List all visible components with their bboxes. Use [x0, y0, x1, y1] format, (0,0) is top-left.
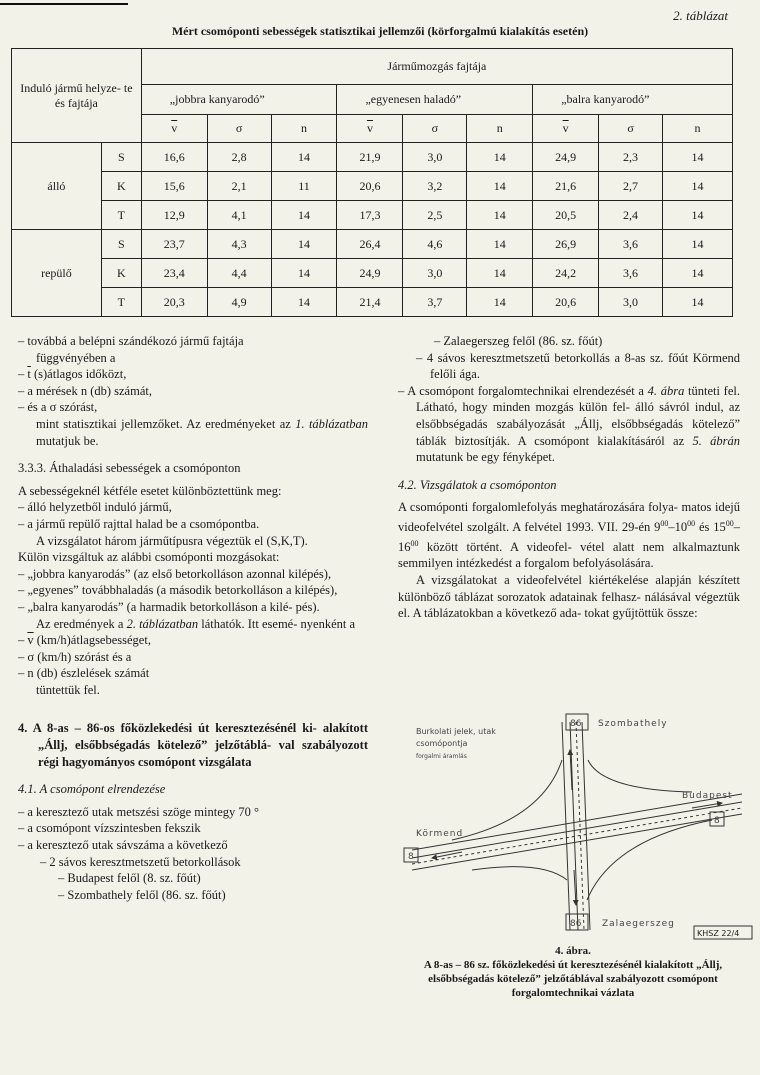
subcol-v: $\overline{v}$	[533, 115, 599, 143]
group-jobbra: „jobbra kanyarodó”	[141, 85, 337, 115]
text-line: A vizsgálatot három járműtípusra végeztük el (S,K,T).	[36, 533, 308, 548]
table-cell: 14	[271, 230, 337, 259]
table-cell: 24,9	[337, 259, 403, 288]
table-cell: 20,6	[337, 172, 403, 201]
vehicle-type: S	[101, 230, 141, 259]
table-number: 2. táblázat	[673, 8, 728, 23]
table-cell: 14	[663, 259, 733, 288]
text-line: – a keresztező utak metszési szöge mintegy 70 °	[18, 804, 260, 819]
text-line: – a keresztező utak sávszáma a következő	[18, 838, 228, 853]
text-line: Külön vizsgáltuk az alábbi csomóponti mozgásokat:	[18, 550, 280, 565]
table-cell: 20,6	[533, 288, 599, 317]
road-number-86-bottom: 86	[570, 919, 582, 929]
table-cell: 3,2	[403, 172, 467, 201]
table-cell: 14	[467, 201, 533, 230]
text-line: – $\overline{t}$ (s)átlagos időközt,	[18, 367, 127, 382]
table-cell: 17,3	[337, 201, 403, 230]
right-column	[398, 333, 740, 622]
table-cell: 21,9	[337, 143, 403, 172]
table-cell: 4,9	[207, 288, 271, 317]
table-row	[12, 230, 733, 259]
subcol-sigma: σ	[403, 115, 467, 143]
table-cell: 4,1	[207, 201, 271, 230]
table-cell: 3,0	[403, 143, 467, 172]
table-cell: 14	[271, 143, 337, 172]
table-cell: 14	[663, 230, 733, 259]
table-cell: 26,4	[337, 230, 403, 259]
text-line: – álló helyzetből induló jármű,	[18, 500, 172, 515]
table-cell: 26,9	[533, 230, 599, 259]
vehicle-type: K	[101, 259, 141, 288]
table-cell: 15,6	[141, 172, 207, 201]
top-rule	[0, 3, 128, 5]
table-row	[12, 143, 733, 172]
text-line: – Budapest felől (8. sz. főút)	[58, 871, 201, 886]
text-line: – n (db) észlelések számát	[18, 666, 150, 681]
label-zalaegerszeg: Zalaegerszeg	[602, 919, 675, 929]
section-heading-4: 4. A 8-as – 86-os főközlekedési út keresztezésénél ki- alakított „Állj, elsőbbségadás kötelező” jelzőtáblá- val szabályozott régi hagyományos csomópont vizsgálata	[18, 721, 368, 769]
table-cell: 2,8	[207, 143, 271, 172]
table-cell: 16,6	[141, 143, 207, 172]
table-cell: 21,4	[337, 288, 403, 317]
table-cell: 11	[271, 172, 337, 201]
text-line: – „balra kanyarodás” (a harmadik betorkolláson a kilé- pés).	[18, 599, 320, 614]
text-line: – Zalaegerszeg felől (86. sz. főút)	[434, 334, 603, 348]
table-cell: 14	[467, 172, 533, 201]
table-title: Mért csomóponti sebességek statisztikai jellemzői (körforgalmú kialakítás esetén)	[171, 24, 589, 38]
table-cell: 14	[467, 288, 533, 317]
table-cell: 2,5	[403, 201, 467, 230]
table-cell: 21,6	[533, 172, 599, 201]
table-cell: 23,7	[141, 230, 207, 259]
table-cell: 12,9	[141, 201, 207, 230]
section-label: repülő	[12, 230, 102, 317]
table-cell: 2,4	[599, 201, 663, 230]
section-heading-41: 4.1. A csomópont elrendezése	[18, 782, 166, 797]
text-line: függvényében a	[36, 350, 116, 365]
road-number-86-top: 86	[570, 719, 582, 729]
table-cell: 14	[467, 259, 533, 288]
subcol-v: $\overline{v}$	[337, 115, 403, 143]
legend-line-2: csomópontja	[416, 739, 468, 748]
figure-stamp: KHSZ 22/4	[697, 929, 740, 938]
group-egyenesen: „egyenesen haladó”	[337, 85, 533, 115]
subcol-sigma: σ	[207, 115, 271, 143]
text-line: – a mérések n (db) számát,	[18, 383, 152, 398]
table-row	[12, 172, 733, 201]
text-line: – $\overline{v}$ (km/h)átlagsebességet,	[18, 633, 151, 648]
section-heading-42: 4.2. Vizsgálatok a csomóponton	[398, 477, 557, 492]
text-line: A sebességeknél kétféle esetet különböztettünk meg:	[18, 483, 282, 498]
table-cell: 14	[271, 288, 337, 317]
table-row	[12, 259, 733, 288]
table-cell: 3,6	[599, 259, 663, 288]
text-line: – továbbá a belépni szándékozó jármű fajtája	[18, 334, 244, 348]
figure-caption-text: A 8-as – 86 sz. főközlekedési út keresztezésénél kialakított „Állj, elsőbbségadás kötelező” jelzőtáblával szabályozott csomópont forgalomtechnikai vázlata	[423, 959, 723, 999]
table-cell: 4,4	[207, 259, 271, 288]
label-szombathely: Szombathely	[598, 719, 668, 729]
subcol-sigma: σ	[599, 115, 663, 143]
vehicle-type: S	[101, 143, 141, 172]
section-heading-333: 3.3.3. Áthaladási sebességek a csomóponton	[18, 461, 241, 476]
subcol-n: n	[467, 115, 533, 143]
label-kormend: Körmend	[416, 829, 464, 839]
table-cell: 24,9	[533, 143, 599, 172]
text-line: tüntettük fel.	[36, 682, 100, 697]
table-cell: 14	[271, 259, 337, 288]
row-header: Induló jármű helyze- te és fajtája	[12, 49, 142, 143]
label-budapest: Budapest	[682, 791, 733, 801]
legend-line-1: Burkolati jelek, utak	[416, 727, 496, 736]
table-cell: 3,7	[403, 288, 467, 317]
legend-line-3: forgalmi áramlás	[416, 753, 467, 760]
table-cell: 2,3	[599, 143, 663, 172]
text-line: – „jobbra kanyarodás” (az első betorkolláson azonnal kilépés),	[18, 566, 332, 581]
text-line: – 2 sávos keresztmetszetű betorkollások	[40, 854, 241, 869]
text-line: A vizsgálatokat a videofelvétel kiértékelése alapján készített különböző táblázat sorozatok adatainak felhasz- nálásával végeztük el. A táblázatokban a következő ada- tokat gyűjtöttük össze:	[398, 573, 740, 621]
subcol-v: $\overline{v}$	[141, 115, 207, 143]
table-cell: 20,5	[533, 201, 599, 230]
table-cell: 20,3	[141, 288, 207, 317]
road-number-8-right: 8	[714, 816, 720, 826]
table-cell: 14	[663, 201, 733, 230]
intersection-diagram	[392, 700, 754, 940]
table-cell: 24,2	[533, 259, 599, 288]
subcol-n: n	[663, 115, 733, 143]
text-line: Az eredmények a 2. táblázatban láthatók. Itt esemé- nyenként a	[36, 616, 356, 631]
text-line: – 4 sávos keresztmetszetű betorkollás a 8-as sz. főút Körmend felőli ága.	[416, 350, 740, 382]
table-cell: 14	[271, 201, 337, 230]
group-balra: „balra kanyarodó”	[533, 85, 733, 115]
statistics-table	[11, 48, 733, 317]
table-row	[12, 288, 733, 317]
figure-caption	[398, 944, 748, 1000]
table-cell: 2,1	[207, 172, 271, 201]
figure-number: 4. ábra.	[555, 945, 591, 957]
text-line: – σ (km/h) szórást és a	[18, 649, 132, 664]
text-line: – a csomópont vízszintesben fekszik	[18, 821, 201, 836]
group-header: Járműmozgás fajtája	[141, 49, 732, 85]
text-line: mint statisztikai jellemzőket. Az eredményeket az 1. táblázatban mutatjuk be.	[36, 416, 368, 448]
table-cell: 3,6	[599, 230, 663, 259]
text-line: – Szombathely felől (86. sz. főút)	[58, 887, 226, 902]
text-line: – és a σ szórást,	[18, 400, 98, 415]
text-line: A csomóponti forgalomlefolyás meghatározására folya- matos idejű videofelvétel szolgált. A felvétel 1993. VII. 29-én $9^{00}-10^{00}$ és $15^{00}-16^{00}$ között történt. A videofel- vétel alatt nem alkalmaztunk semmilyen intézkedést a forgalom befolyásolására.	[398, 500, 740, 571]
table-cell: 3,0	[599, 288, 663, 317]
table-cell: 3,0	[403, 259, 467, 288]
table-cell: 14	[467, 230, 533, 259]
road-number-8-left: 8	[408, 852, 414, 862]
text-line: – A csomópont forgalomtechnikai elrendezését a 4. ábra tünteti fel. Látható, hogy minden mozgás külön fel- álló sávról indul, az elsőbbségadás szabályozását „Állj, elsőbbségadás kötelező” táblák biztosítják. A csomópont kialakításáról az 5. ábrán mutatunk be egy fényképet.	[398, 383, 740, 465]
table-cell: 4,3	[207, 230, 271, 259]
table-cell: 14	[663, 288, 733, 317]
section-label: álló	[12, 143, 102, 230]
text-line: – a jármű repülő rajttal halad be a csomópontba.	[18, 516, 260, 531]
table-cell: 4,6	[403, 230, 467, 259]
table-cell: 2,7	[599, 172, 663, 201]
subcol-n: n	[271, 115, 337, 143]
vehicle-type: T	[101, 288, 141, 317]
table-cell: 14	[663, 172, 733, 201]
table-row	[12, 201, 733, 230]
text-line: – „egyenes” továbbhaladás (a második betorkolláson a kilépés),	[18, 583, 338, 598]
table-cell: 14	[663, 143, 733, 172]
vehicle-type: K	[101, 172, 141, 201]
table-cell: 14	[467, 143, 533, 172]
table-cell: 23,4	[141, 259, 207, 288]
vehicle-type: T	[101, 201, 141, 230]
left-column	[18, 333, 368, 903]
